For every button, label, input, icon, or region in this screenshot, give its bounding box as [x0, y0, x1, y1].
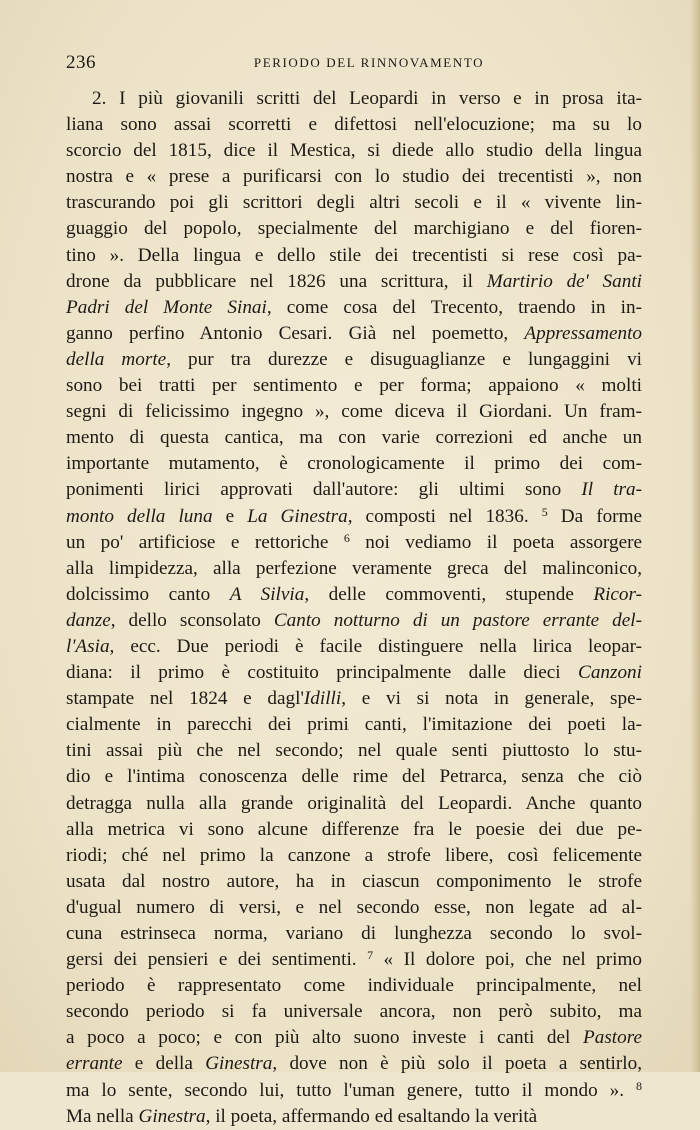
text-line: d'ugual numero di versi, e nel secondo esse, non legate ad al-	[66, 896, 642, 918]
text-line: secondo periodo si fa universale ancora, non però subito, ma	[66, 1001, 642, 1023]
text-line: danze, dello sconsolato Canto notturno di un pastore errante del-	[66, 609, 642, 631]
text-line: scorcio del 1815, dice il Mestica, si diede allo studio della lingua	[66, 140, 642, 162]
text-line: dio e l'intima conoscenza delle rime del Petrarca, senza che ciò	[66, 766, 642, 788]
text-line: importante mutamento, è cronologicamente il primo dei com-	[66, 453, 642, 475]
text-line: liana sono assai scorretti e difettosi nell'elocuzione; ma su lo	[66, 114, 642, 136]
text-line: drone da pubblicare nel 1826 una scrittura, il Martirio de' Santi	[66, 270, 642, 292]
text-line: diana: il primo è costituito principalmente dalle dieci Canzoni	[66, 662, 642, 684]
text-line: un po' artificiose e rettoriche $^6$ noi vediamo il poeta assorgere	[66, 530, 642, 553]
text-line: tini assai più che nel secondo; nel quale senti piuttosto lo stu-	[66, 740, 642, 762]
text-line: errante e della Ginestra, dove non è più solo il poeta a sentirlo,	[66, 1053, 642, 1075]
text-line: detragga nulla alla grande originalità del Leopardi. Anche quanto	[66, 792, 642, 814]
text-line: cuna estrinseca norma, variano di lunghezza secondo lo svol-	[66, 923, 642, 944]
text-line: gersi dei pensieri e dei sentimenti. $^7$ « Il dolore poi, che nel primo	[66, 948, 642, 971]
text-line: ma lo sente, secondo lui, tutto l'uman genere, tutto il mondo ». $^8$	[66, 1078, 642, 1101]
page-number: 236	[66, 52, 96, 73]
text-line: alla limpidezza, alla perfezione veramente greca del malinconico,	[66, 557, 642, 579]
text-line: a poco a poco; e con più alto suono investe i canti del Pastore	[66, 1027, 642, 1049]
text-line: stampate nel 1824 e dagl'Idilli, e vi si nota in generale, spe-	[66, 688, 642, 710]
text-line: ganno perfino Antonio Cesari. Già nel poemetto, Appressamento	[66, 322, 642, 344]
text-line: usata dal nostro autore, ha in ciascun componimento le strofe	[66, 870, 642, 892]
text-line: mento di questa cantica, ma con varie correzioni ed anche un	[66, 427, 642, 449]
text-line: monto della luna e La Ginestra, composti nel 1836. $^5$ Da forme	[66, 504, 643, 527]
text-line: l'Asia, ecc. Due periodi è facile distinguere nella lirica leopar-	[66, 635, 642, 657]
body-text	[66, 86, 642, 1130]
text-line: tino ». Della lingua e dello stile dei trecentisti si rese così pa-	[66, 244, 642, 266]
running-head: PERIODO DEL RINNOVAMENTO	[253, 55, 485, 70]
text-line: nostra e « prese a purificarsi con lo studio dei trecentisti », non	[66, 166, 642, 188]
text-line: sono bei tratti per sentimento e per forma; appaiono « molti	[66, 375, 642, 397]
text-line: segni di felicissimo ingegno », come diceva il Giordani. Un fram-	[66, 401, 642, 423]
text-line: 2. I più giovanili scritti del Leopardi in verso e in prosa ita-	[92, 88, 642, 109]
text-line: ponimenti lirici approvati dall'autore: gli ultimi sono Il tra-	[66, 479, 642, 501]
text-line: cialmente in parecchi dei primi canti, l'imitazione dei poeti la-	[66, 714, 642, 736]
text-line: trascurando poi gli scrittori degli altri secoli e il « vivente lin-	[66, 192, 642, 214]
text-line: guaggio del popolo, specialmente del marchigiano e del fioren-	[66, 218, 642, 240]
text-line: dolcissimo canto A Silvia, delle commoventi, stupende Ricor-	[66, 583, 642, 605]
text-line: della morte, pur tra durezze e disuguaglianze e lungaggini vi	[66, 348, 642, 370]
page-header	[66, 52, 642, 74]
text-line: Padri del Monte Sinai, come cosa del Trecento, traendo in in-	[66, 296, 642, 318]
text-line: alla metrica vi sono alcune differenze fra le poesie dei due pe-	[66, 818, 642, 840]
text-line: periodo è rappresentato come individuale principalmente, nel	[66, 975, 642, 997]
page-edge-shadow	[690, 0, 700, 1072]
text-line: riodi; ché nel primo la canzone a strofe libere, così felicemente	[66, 844, 642, 866]
text-line: Ma nella Ginestra, il poeta, affermando ed esaltando la verità	[66, 1105, 538, 1127]
